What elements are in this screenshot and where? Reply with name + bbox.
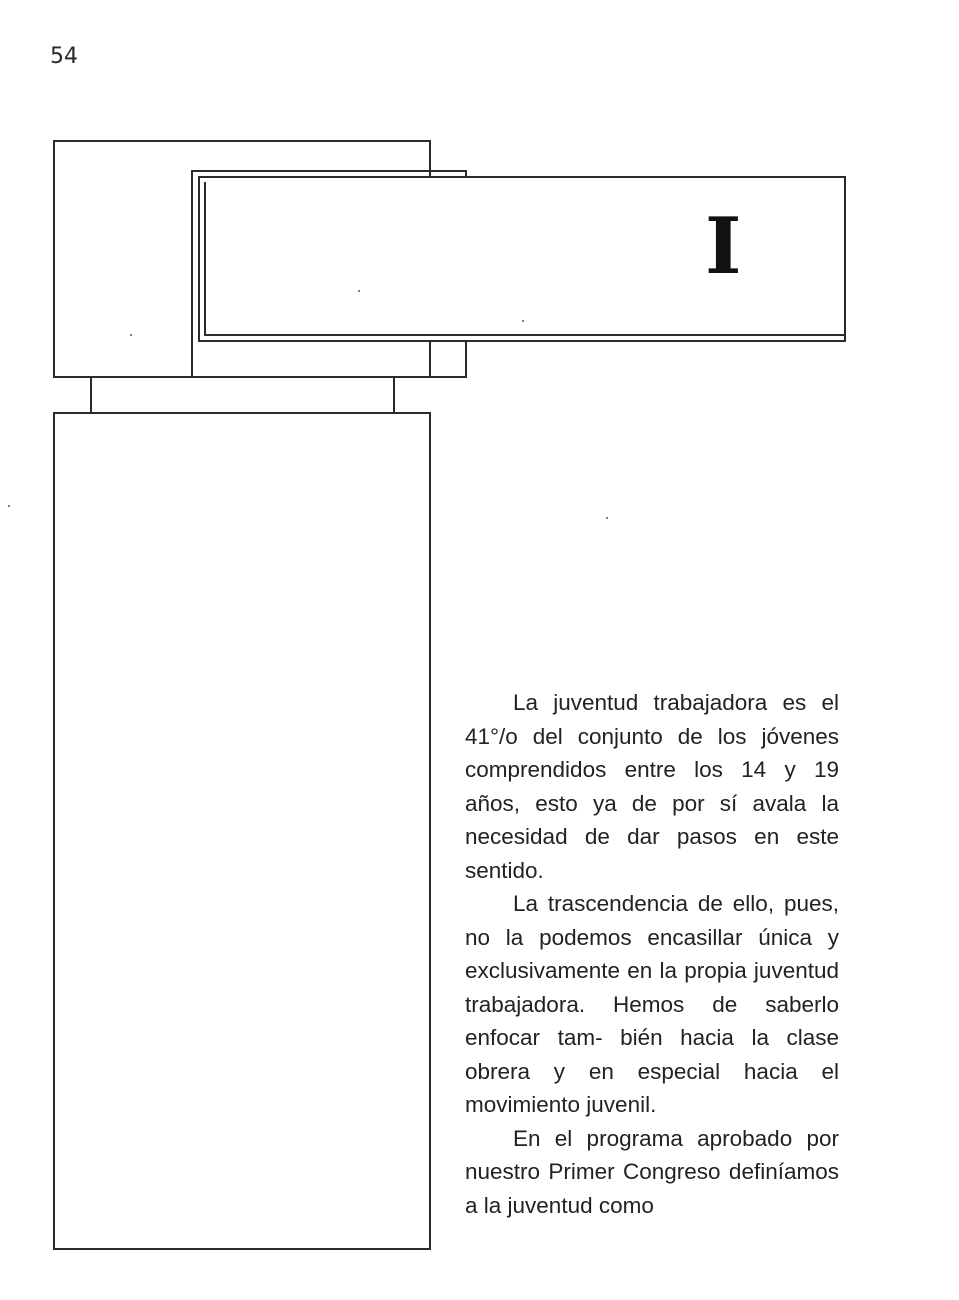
- paragraph: La juventud trabajadora es el 41°/o del conjunto de los jóvenes comprendidos entre los 14 y 19 años, esto ya de por sí avala la necesidad de dar pasos en este sentido.: [465, 690, 839, 883]
- print-speck: [606, 517, 608, 519]
- paragraph: La trascendencia de ello, pues, no la podemos encasillar única y exclusivamente en la propia juventud trabajadora. Hemos de saberlo enfocar tam- bién hacia la clase obrera y en especial hacia el movimiento juvenil.: [465, 891, 839, 1117]
- print-speck: [522, 320, 524, 322]
- connector-pillar-left: [90, 378, 92, 414]
- print-speck: [358, 290, 360, 292]
- banner-inner-border: [204, 182, 846, 336]
- body-text: [465, 686, 839, 1222]
- decorative-column-frame: [53, 412, 431, 1250]
- chapter-banner: [198, 176, 846, 342]
- print-speck: [130, 334, 132, 336]
- chapter-numeral: I: [705, 201, 742, 292]
- page-number: 54: [50, 44, 78, 69]
- print-speck: [8, 505, 10, 507]
- connector-pillar-right: [393, 378, 395, 414]
- paragraph: En el programa aprobado por nuestro Primer Congreso definíamos a la juventud como: [465, 1125, 839, 1218]
